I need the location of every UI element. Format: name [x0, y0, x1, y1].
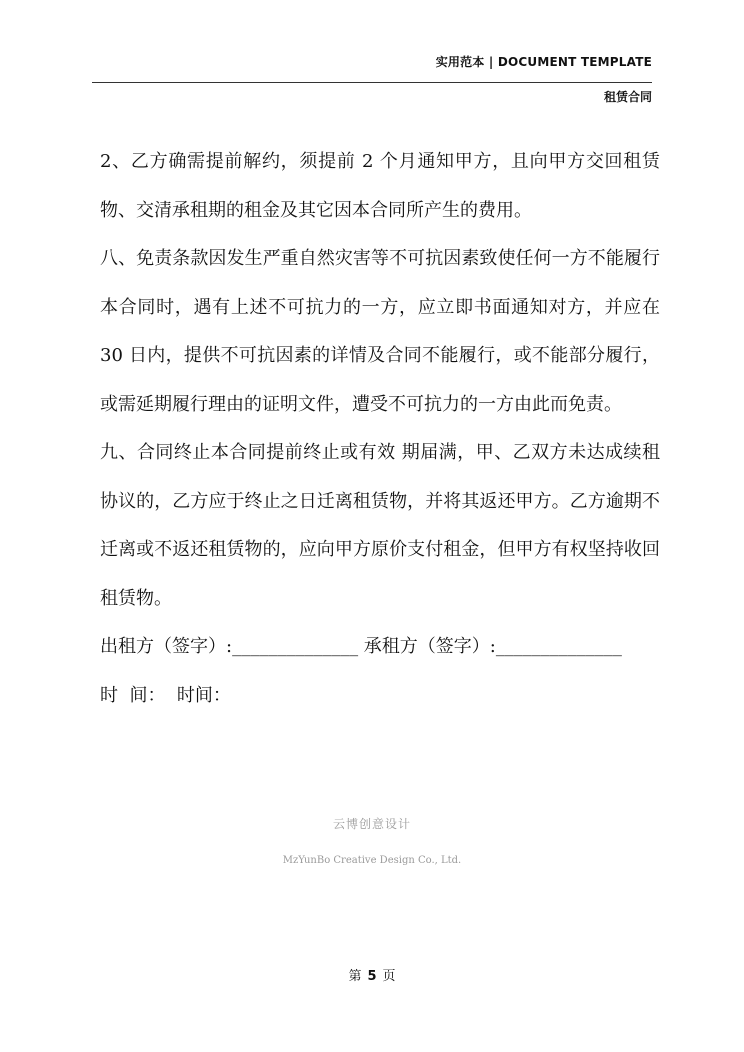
page-number — [0, 965, 744, 984]
paragraph-termination-notice: 2、乙方确需提前解约，须提前 2 个月通知甲方，且向甲方交回租赁物、交清承租期的租金及其它因本合同所产生的费用。 — [100, 151, 660, 221]
time-line: 时 间： 时间： — [100, 684, 231, 706]
document-body — [100, 138, 660, 720]
page-number-value: 5 — [367, 969, 377, 984]
paragraph-force-majeure: 八、免责条款因发生严重自然灾害等不可抗因素致使任何一方不能履行本合同时，遇有上述不可抗力的一方，应立即书面通知对方，并应在 30 日内，提供不可抗因素的详情及合同不能履行，或不能部分履行，或需延期履行理由的证明文件，遭受不可抗力的一方由此而免责。 — [100, 248, 660, 415]
paragraph-contract-termination: 九、合同终止本合同提前终止或有效 期届满，甲、乙双方未达成续租协议的，乙方应于终止之日迁离租赁物，并将其返还甲方。乙方逾期不迁离或不返还租赁物的，应向甲方原价支付租金，但甲方有权坚持收回租赁物。 — [100, 442, 660, 609]
footer-company-en: MzYunBo Creative Design Co., Ltd. — [282, 855, 462, 866]
page-prefix: 第 — [348, 969, 362, 984]
header-divider — [92, 82, 652, 83]
header-subtitle: 租赁合同 — [603, 90, 652, 104]
page-suffix: 页 — [382, 969, 396, 984]
header-title: 实用范本 | DOCUMENT TEMPLATE — [435, 55, 652, 69]
footer-company-cn: 云博创意设计 — [332, 817, 411, 831]
signature-line: 出租方（签字）:______________ 承租方（签字）:______________ — [100, 636, 622, 657]
